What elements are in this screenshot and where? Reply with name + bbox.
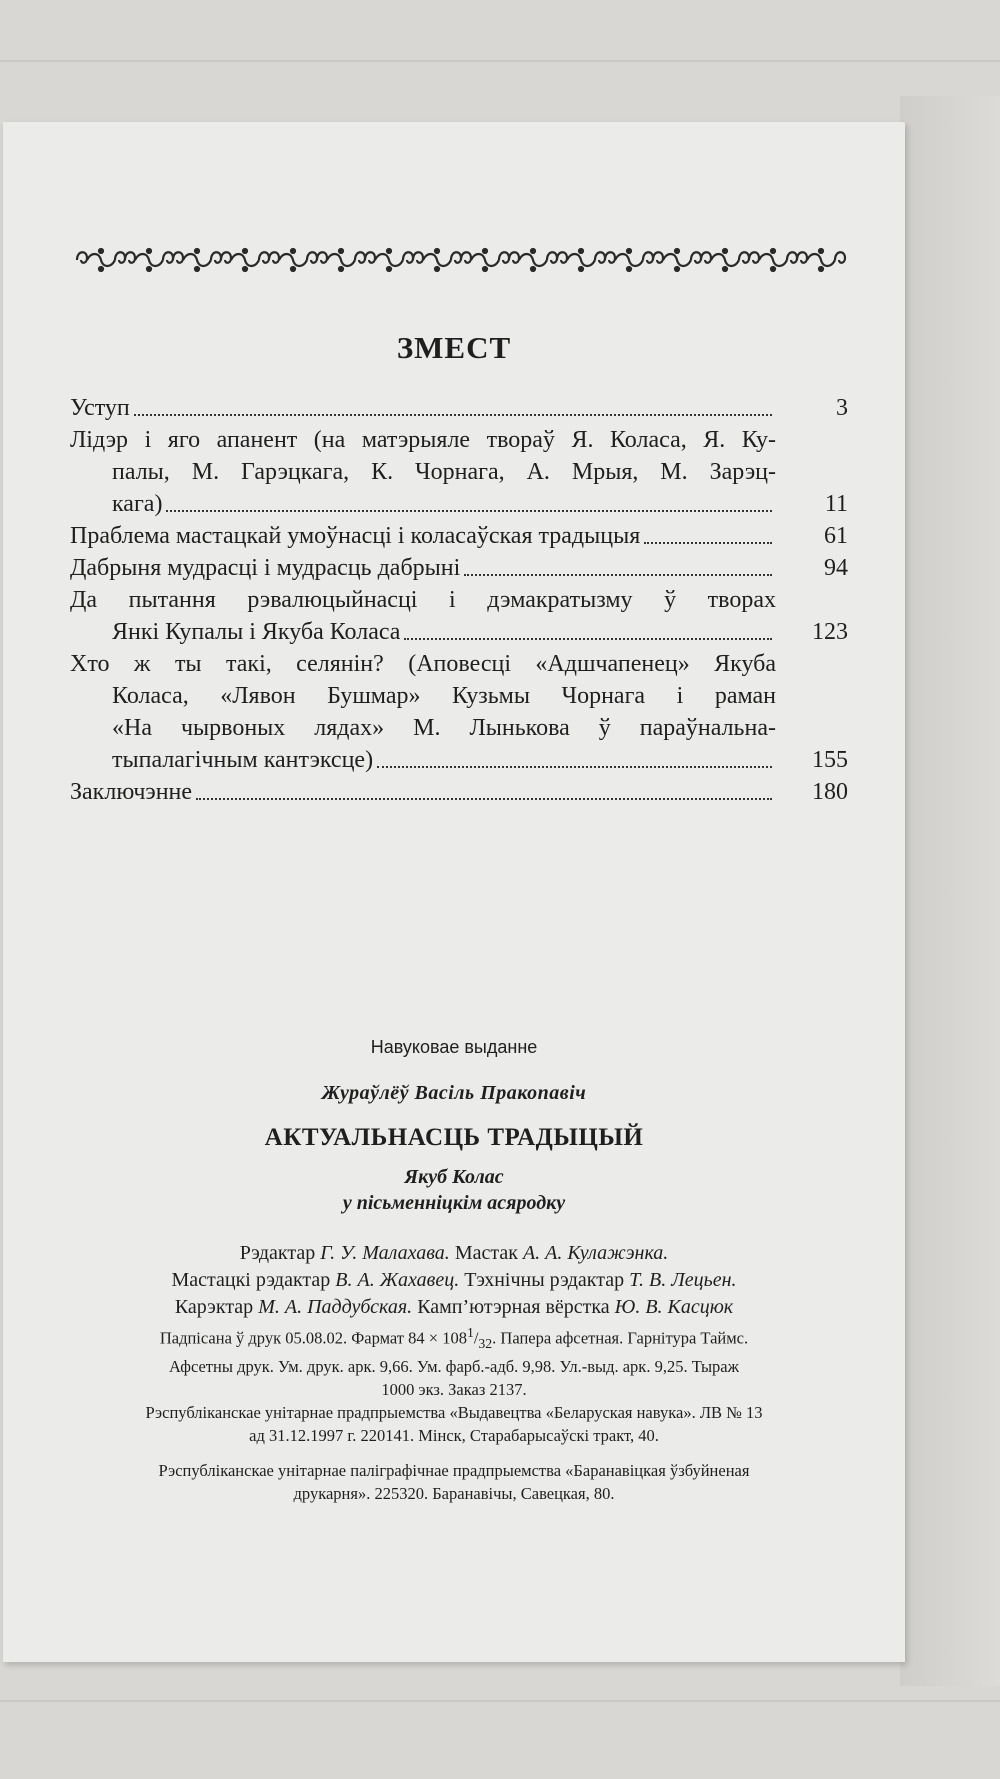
toc-entry-text: Янкі Купалы і Якуба Коласа [112, 619, 401, 645]
credits-line [3, 1267, 905, 1294]
toc-entry-leader[interactable] [70, 424, 848, 520]
toc-entry-text: «На чырвоных лядах» М. Лынькова ў параўнальна- [112, 715, 776, 741]
credit-person: М. А. Паддубская. [258, 1296, 413, 1318]
toc-page-number: 61 [824, 523, 848, 549]
dot-leader [134, 413, 772, 416]
toc-entry-conclusion[interactable] [70, 776, 848, 808]
toc-page-number: 123 [812, 619, 848, 645]
book-page [3, 122, 905, 1662]
credit-label: Мастацкі рэдактар [171, 1269, 331, 1291]
toc-entry-text: тыпалагічным кантэксце) [112, 747, 374, 773]
toc-entry-text: Заключэнне [70, 779, 193, 805]
publisher-info [43, 1401, 865, 1447]
printer-info [43, 1459, 865, 1505]
toc-entry-text: Лідэр і яго апанент (на матэрыяле твораў Я. Коласа, Я. Ку- [70, 427, 776, 453]
book-subtitle: Якуб Колас [404, 1166, 504, 1188]
toc-entry-text: Дабрыня мудрасці і мудрасць дабрыні [70, 555, 461, 581]
dot-leader [464, 573, 772, 576]
dot-leader [644, 541, 772, 544]
credit-person: А. А. Кулажэнка. [522, 1242, 669, 1264]
toc-entry-kindness[interactable] [70, 552, 848, 584]
imprint-text: . Папера афсетная. Гарнітура Таймс. [492, 1328, 749, 1348]
dot-leader [196, 797, 772, 800]
imprint-line: Рэспубліканскае унітарнае прадпрыемства «Выдавецтва «Беларуская навука». ЛВ № 13 [145, 1403, 763, 1422]
author-name: Жураўлёў Васіль Пракопавіч [321, 1082, 587, 1104]
toc-page-number: 155 [812, 747, 848, 773]
background-wood-grain [0, 1700, 1000, 1702]
toc-entry-peasant[interactable] [70, 648, 848, 776]
imprint-line: Рэспубліканскае унітарнае паліграфічнае прадпрыемства «Баранавіцкая ўзбуйненая [158, 1461, 750, 1480]
dot-leader [166, 509, 772, 512]
toc-entry-text: палы, М. Гарэцкага, К. Чорнага, А. Мрыя, М. Зарэц- [112, 459, 776, 485]
credit-label: Тэхнічны рэдактар [464, 1269, 625, 1291]
toc-page-number: 11 [824, 491, 848, 517]
credit-label: Карэктар [174, 1296, 254, 1318]
dot-leader [404, 637, 772, 640]
imprint-line: друкарня». 225320. Баранавічы, Савецкая, 80. [293, 1484, 615, 1503]
toc-entry-text: Да пытання рэвалюцыйнасці і дэмакратызму ў творах [70, 587, 776, 613]
credits-line [3, 1294, 905, 1321]
toc-entry-text: Уступ [70, 395, 130, 421]
page-title: ЗМЕСТ [396, 330, 512, 365]
credit-person: Г. У. Малахава. [320, 1242, 450, 1264]
toc-page-number: 3 [836, 395, 848, 421]
imprint-line: Афсетны друк. Ум. друк. арк. 9,66. Ум. фарб.-адб. 9,98. Ул.-выд. арк. 9,25. Тыраж [168, 1356, 740, 1376]
imprint-line: 1000 экз. Заказ 2137. [381, 1379, 527, 1399]
toc-entry-intro[interactable] [70, 392, 848, 424]
toc-entry-text: Коласа, «Лявон Бушмар» Кузьмы Чорнага і раман [112, 683, 776, 709]
imprint-line: ад 31.12.1997 г. 220141. Мінск, Старабарысаўскі тракт, 40. [249, 1426, 659, 1445]
background-wood-grain [0, 60, 1000, 62]
format-fraction-denominator: 32 [478, 1335, 493, 1351]
toc-entry-text: кага) [112, 491, 163, 517]
publication-genre: Навуковае выданне [370, 1037, 538, 1057]
toc-page-number: 94 [824, 555, 848, 581]
decorative-ornament-border [73, 240, 853, 280]
credit-label: Камп’ютэрная вёрстка [417, 1296, 610, 1318]
credit-person: Т. В. Лецьен. [629, 1269, 737, 1291]
print-specifications [43, 1321, 865, 1401]
book-page-edge [900, 96, 1000, 1686]
credits-line [3, 1240, 905, 1267]
format-fraction-numerator: 1 [466, 1325, 474, 1340]
toc-page-number: 180 [812, 779, 848, 805]
credit-person: Ю. В. Касцюк [614, 1296, 734, 1318]
credit-label: Мастак [454, 1242, 518, 1264]
toc-entry-text: Хто ж ты такі, селянін? (Аповесці «Адшчапенец» Якуба [70, 651, 776, 677]
book-title: АКТУАЛЬНАСЦЬ ТРАДЫЦЫЙ [264, 1124, 644, 1151]
dot-leader [377, 765, 772, 768]
imprint-text: Падпісана ў друк 05.08.02. Фармат 84 × 108 [159, 1328, 467, 1348]
credit-label: Рэдактар [239, 1242, 316, 1264]
credit-person: В. А. Жахавец. [335, 1269, 460, 1291]
toc-entry-text: Праблема мастацкай умоўнасці і коласаўская традыцыя [70, 523, 641, 549]
book-subtitle-line-2: у пісьменніцкім асяродку [342, 1192, 566, 1214]
table-of-contents [70, 392, 848, 808]
format-fraction-slash: / [473, 1328, 479, 1348]
toc-entry-revolution[interactable] [70, 584, 848, 648]
editorial-credits [3, 1240, 905, 1321]
imprint-line [43, 1321, 865, 1355]
toc-entry-convention[interactable] [70, 520, 848, 552]
